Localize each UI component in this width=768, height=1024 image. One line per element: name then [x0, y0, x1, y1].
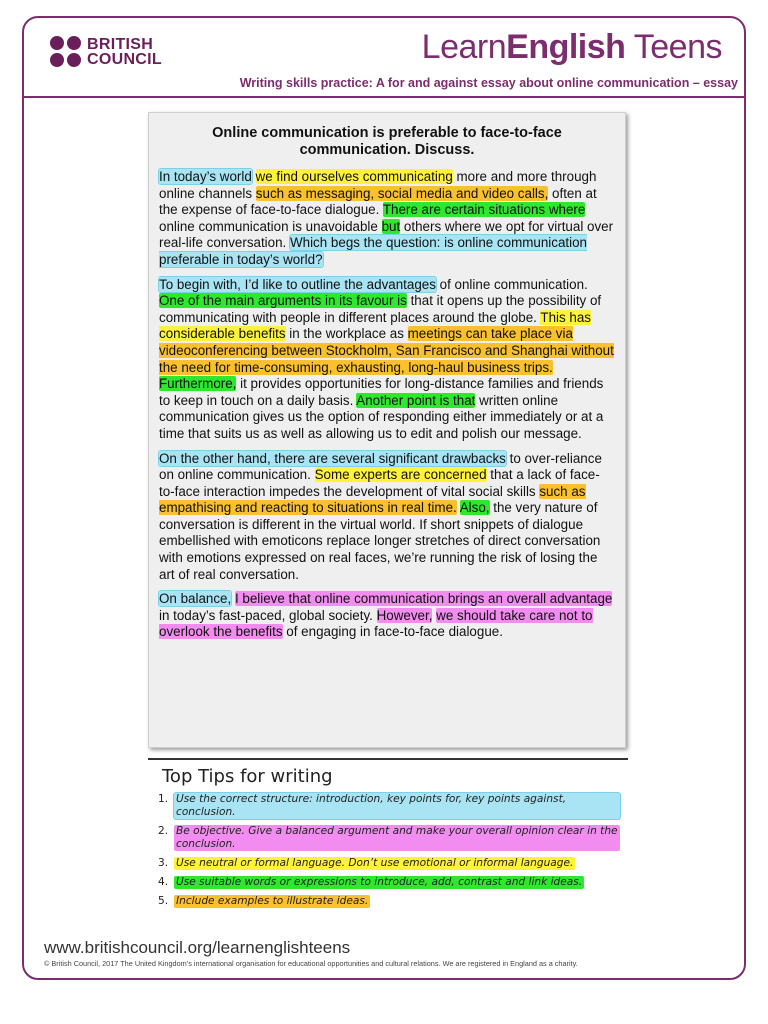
- essay-title: Online communication is preferable to face-to-face communication. Discuss.: [212, 125, 562, 158]
- segment: However,: [376, 607, 433, 623]
- segment: of online communication.: [435, 276, 588, 292]
- learnenglish-teens-brand[interactable]: [422, 28, 722, 67]
- segment: we find ourselves communicating: [255, 169, 453, 184]
- segment: I believe that online communication brings an overall advantage: [234, 591, 613, 607]
- tip-number: 5.: [158, 895, 169, 907]
- segment: we should take care not to overlook the benefits: [159, 607, 593, 640]
- logo-line1: BRITISH: [87, 35, 154, 53]
- brand-teens: Teens: [625, 28, 722, 66]
- segment: in today’s fast-paced, global society.: [159, 607, 377, 623]
- segment: Some experts are concerned: [314, 467, 487, 483]
- page-subtitle: Writing skills practice: A for and against essay about online communication – essay: [239, 76, 738, 90]
- segment: To begin with, I’d like to outline the advantages: [159, 276, 436, 292]
- footer-copyright: © British Council, 2017 The United Kingdom’s international organisation for educational opportunities and cultural relations. We are registered in England as a charity.: [44, 959, 578, 968]
- segment: meetings can take place via videoconferencing between Stockholm, San Francisco and Shanghai without the need for time-consuming, exhausting, long-haul business trips.: [159, 326, 614, 375]
- header-divider: [24, 96, 744, 98]
- tip-number: 1.: [158, 793, 169, 805]
- segment: On the other hand, there are several significant drawbacks: [159, 450, 506, 466]
- essay-paragraph-advantages: [159, 277, 615, 443]
- footer-url-link[interactable]: www.britishcouncil.org/learnenglishteens: [44, 938, 351, 957]
- tip-text: Be objective. Give a balanced argument and make your overall opinion clear in the conclusion.: [174, 825, 620, 851]
- tip-text: Include examples to illustrate ideas.: [176, 895, 369, 907]
- essay-paragraph-conclusion: [159, 591, 615, 641]
- tip-text: Use suitable words or expressions to introduce, add, contrast and link ideas.: [176, 876, 583, 888]
- segment: written online communication gives us the option of responding either immediately or at a time that suits us as well as allowing us to edit and polish our message.: [159, 392, 604, 441]
- segment: This has considerable benefits: [159, 309, 591, 342]
- tips-list: [158, 793, 620, 914]
- segment: Also,: [459, 500, 490, 516]
- segment: often at the expense of face-to-face dialogue.: [159, 185, 597, 218]
- segment: Another point is that: [356, 392, 476, 408]
- tip-item: [158, 876, 620, 889]
- segment: that a lack of face-to-face interaction impedes the development of vital social skills: [159, 467, 600, 499]
- tips-divider: [148, 758, 628, 760]
- segment: others where we opt for virtual over real-life conversation.: [159, 218, 614, 251]
- logo-line2: COUNCIL: [87, 50, 162, 68]
- tip-text: Use neutral or formal language. Don’t use emotional or informal language.: [176, 857, 574, 869]
- segment: such as messaging, social media and video calls,: [255, 185, 549, 201]
- tip-number: 2.: [158, 825, 169, 837]
- segment: On balance,: [159, 591, 232, 607]
- segment: One of the main arguments in its favour is: [159, 293, 407, 309]
- segment: to over-reliance on online communication.: [159, 450, 602, 483]
- tip-item: [158, 895, 620, 908]
- essay-card: [148, 112, 626, 748]
- logo-text: [87, 37, 162, 67]
- tip-item: [158, 857, 620, 870]
- brand-english: English: [506, 28, 626, 66]
- segment: that it opens up the possibility of communicating with people in different places around the globe.: [159, 293, 602, 325]
- essay-paragraph-drawbacks: [159, 451, 615, 584]
- tip-number: 4.: [158, 876, 169, 888]
- segment: Furthermore,: [159, 376, 237, 392]
- segment: but: [381, 218, 401, 234]
- brand-learn: Learn: [421, 28, 507, 66]
- segment: in the workplace as: [285, 326, 408, 342]
- tip-item: [158, 793, 620, 819]
- essay-paragraph-intro: [159, 169, 615, 269]
- tip-text: Use the correct structure: introduction, key points for, key points against, conclusion.: [174, 793, 620, 819]
- tip-item: [158, 825, 620, 851]
- tip-number: 3.: [158, 857, 169, 869]
- tips-title: Top Tips for writing: [162, 766, 333, 787]
- segment: it provides opportunities for long-distance families and friends to keep in touch on a daily basis.: [159, 376, 604, 408]
- segment: There are certain situations where: [382, 202, 586, 218]
- logo-dots-icon: [50, 36, 81, 67]
- segment: online communication is unavoidable: [159, 218, 382, 234]
- segment: of engaging in face-to-face dialogue.: [282, 624, 503, 640]
- british-council-logo[interactable]: [50, 36, 162, 67]
- segment: such as empathising and reacting to situations in real time.: [159, 483, 586, 516]
- segment: In today’s world: [159, 169, 252, 184]
- segment: more and more through online channels: [159, 169, 597, 201]
- segment: the very nature of conversation is different in the virtual world. If short snippets of dialogue embellished with emoticons replace longer stretches of direct conversation with emotions expressed on real faces, we’re running the risk of losing the art of real conversation.: [159, 500, 601, 582]
- segment: Which begs the question: is online communication preferable in today’s world?: [159, 235, 587, 267]
